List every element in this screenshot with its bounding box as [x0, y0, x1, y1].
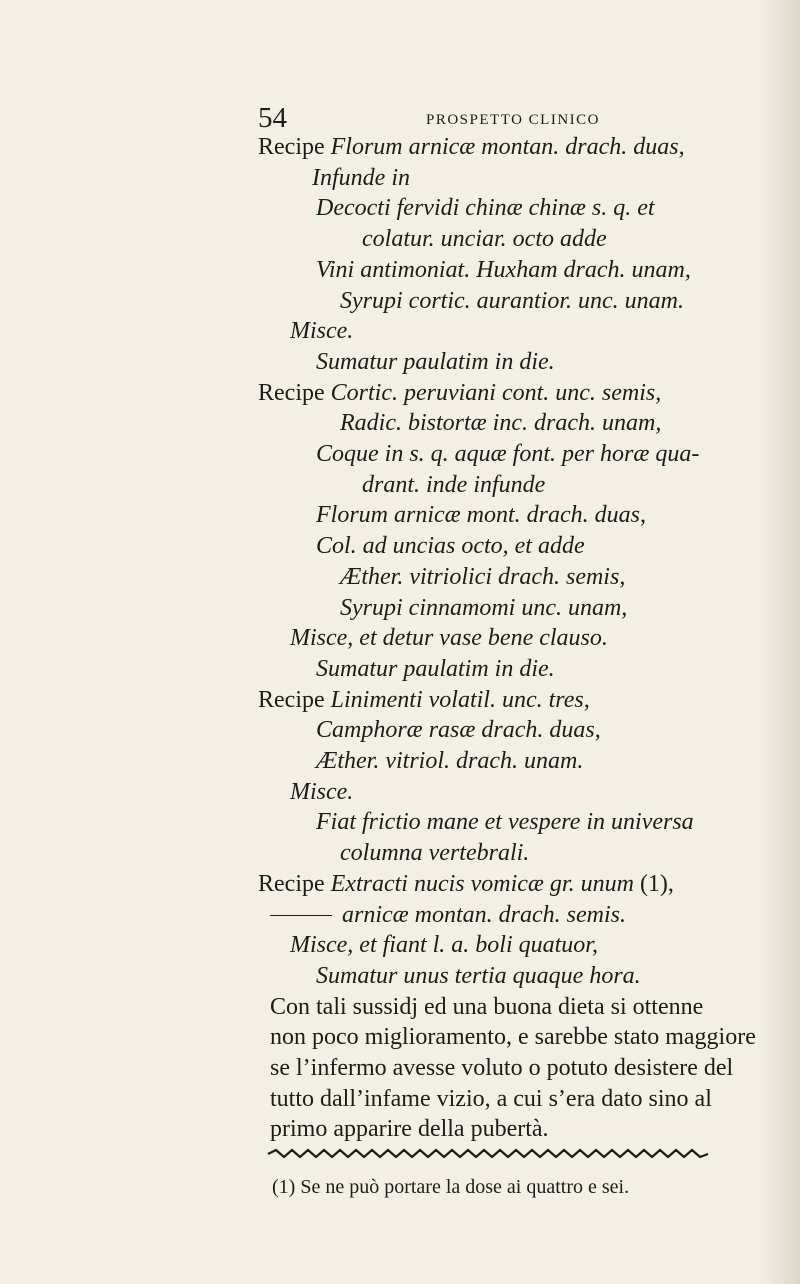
italic-text: Radic. bistortæ inc. drach. unam,: [340, 410, 662, 437]
ditto-dash-rule: [270, 915, 332, 916]
italic-text: Misce, et fiant l. a. boli quatuor,: [290, 932, 598, 959]
recipe-line: [316, 746, 583, 776]
recipe-line: [316, 715, 601, 745]
italic-text: Sumatur paulatim in die.: [316, 655, 555, 682]
italic-text: Æther. vitriolici drach. semis,: [340, 563, 626, 590]
recipe-line: [316, 654, 555, 684]
italic-text: Linimenti volatil. unc. tres,: [330, 686, 590, 713]
roman-text: Recipe: [258, 379, 331, 406]
roman-text: tutto dall’infame vizio, a cui s’era dato sino al: [270, 1085, 712, 1112]
roman-text: primo apparire della pubertà.: [270, 1116, 549, 1143]
recipe-line: [362, 224, 607, 254]
recipe-line: [316, 347, 555, 377]
recipe-line: [316, 500, 646, 530]
recipe-line: [316, 961, 641, 991]
italic-text: columna vertebrali.: [340, 840, 530, 867]
italic-text: Decocti fervidi chinæ chinæ s. q. et: [316, 195, 655, 222]
prose-line: [270, 1084, 712, 1114]
roman-text: non poco miglioramento, e sarebbe stato maggiore: [270, 1024, 756, 1051]
prose-line: [270, 1114, 549, 1144]
recipe-line: [340, 286, 684, 316]
roman-text: Recipe: [258, 134, 331, 160]
roman-text: Con tali sussidj ed una buona dieta si ottenne: [270, 993, 704, 1020]
recipe-line: [290, 930, 598, 960]
italic-text: Syrupi cortic. aurantior. unc. unam.: [340, 287, 684, 314]
ornamental-divider: [258, 1147, 718, 1161]
footnote: (1) Se ne può portare la dose ai quattro e sei.: [272, 1176, 630, 1198]
italic-text: Æther. vitriol. drach. unam.: [316, 748, 584, 774]
running-head: PROSPETTO CLINICO: [426, 112, 600, 128]
recipe-line: [290, 623, 608, 653]
recipe-line: [316, 193, 655, 223]
recipe-line: [362, 470, 545, 500]
page-header: [258, 100, 658, 136]
recipe-line: [340, 593, 627, 623]
italic-text: Coque in s. q. aquæ font. per horæ qua-: [316, 441, 700, 467]
roman-text: (1),: [639, 870, 674, 897]
recipe-line: [290, 777, 353, 807]
italic-text: Misce.: [290, 318, 354, 345]
recipe-line: [340, 408, 661, 438]
italic-text: Syrupi cinnamomi unc. unam,: [340, 594, 628, 621]
recipe-line: [316, 807, 694, 837]
recipe-line: [340, 838, 529, 868]
italic-text: Camphoræ rasæ drach. duas,: [316, 717, 601, 744]
recipe-line: [312, 163, 410, 193]
italic-text: Misce, et detur vase bene clauso.: [290, 625, 608, 652]
page-edge-shadow: [760, 0, 800, 1284]
roman-text: se l’infermo avesse voluto o potuto desistere del: [270, 1055, 734, 1081]
italic-text: Extracti nucis vomicæ gr. unum: [330, 870, 640, 897]
italic-text: Sumatur paulatim in die.: [316, 348, 555, 375]
prose-line: [270, 1053, 733, 1083]
recipe-line: [316, 531, 585, 561]
recipe-line: [258, 132, 685, 162]
italic-text: Cortic. peruviani cont. unc. semis,: [330, 379, 662, 406]
prose-line: [270, 1022, 756, 1052]
italic-text: Vini antimoniat. Huxham drach. unam,: [316, 256, 691, 283]
italic-text: arnicæ montan. drach. semis.: [342, 901, 626, 928]
italic-text: Fiat frictio mane et vespere in universa: [316, 809, 694, 836]
recipe-line: [340, 562, 625, 592]
recipe-line: [316, 439, 699, 469]
recipe-line: [258, 685, 590, 715]
recipe-line: [270, 900, 626, 930]
page-number: 54: [258, 102, 287, 134]
recipe-line: [316, 255, 691, 285]
italic-text: Florum arnicæ mont. drach. duas,: [316, 502, 646, 529]
italic-text: Sumatur unus tertia quaque hora.: [316, 962, 641, 989]
italic-text: colatur. unciar. octo adde: [362, 226, 607, 253]
italic-text: Col. ad uncias octo, et adde: [316, 533, 585, 560]
italic-text: Florum arnicæ montan. drach. duas,: [330, 134, 685, 160]
roman-text: Recipe: [258, 870, 331, 897]
recipe-line: [290, 316, 353, 346]
prose-line: [270, 992, 703, 1022]
italic-text: Infunde in: [312, 164, 410, 191]
italic-text: drant. inde infunde: [362, 471, 546, 498]
roman-text: Recipe: [258, 686, 331, 713]
recipe-line: [258, 869, 674, 899]
recipe-line: [258, 378, 661, 408]
italic-text: Misce.: [290, 778, 354, 805]
